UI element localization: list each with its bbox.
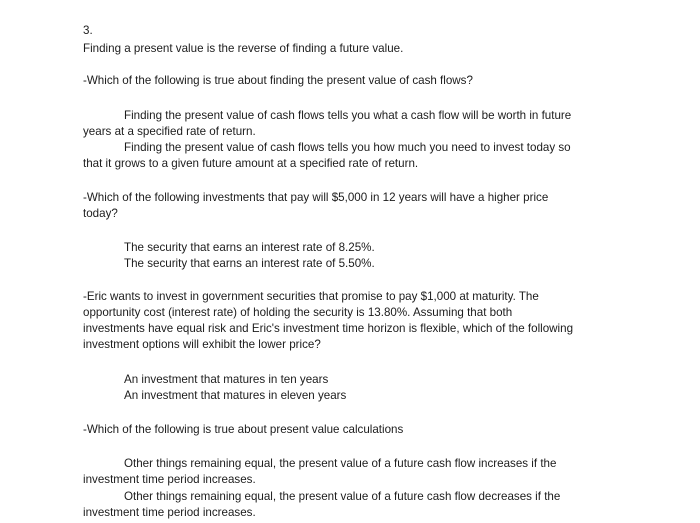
q2-option-1[interactable]: The security that earns an interest rate of 8.25%. [124,241,375,254]
q4-option-1-line2: investment time period increases. [83,473,256,486]
q2-option-2[interactable]: The security that earns an interest rate of 5.50%. [124,257,375,270]
q1-option-1-line2: years at a specified rate of return. [83,125,256,138]
q4-option-2-line2: investment time period increases. [83,506,256,519]
q3-prompt-line4: investment options will exhibit the lower price? [83,338,321,351]
q3-prompt-line3: investments have equal risk and Eric's investment time horizon is flexible, which of the following [83,322,574,335]
q1-option-2-line1: Finding the present value of cash flows tells you how much you need to invest today so [124,141,571,154]
q1-option-1-line1: Finding the present value of cash flows tells you what a cash flow will be worth in future [124,109,572,122]
q3-prompt-line2: opportunity cost (interest rate) of holding the security is 13.80%. Assuming that both [83,306,513,319]
q3-option-2[interactable]: An investment that matures in eleven years [124,389,347,402]
intro-text: Finding a present value is the reverse of finding a future value. [83,42,404,55]
q3-prompt-line1: -Eric wants to invest in government securities that promise to pay $1,000 at maturity. The [83,290,539,303]
q1-option-2-line2: that it grows to a given future amount at a specified rate of return. [83,157,419,170]
q2-prompt-line1: -Which of the following investments that pay will $5,000 in 12 years will have a higher price [83,191,549,204]
q4-prompt: -Which of the following is true about present value calculations [83,423,404,436]
q1-prompt: -Which of the following is true about finding the present value of cash flows? [83,74,473,87]
q4-option-2-line1: Other things remaining equal, the present value of a future cash flow decreases if the [124,490,561,503]
q3-option-1[interactable]: An investment that matures in ten years [124,373,329,386]
q2-prompt-line2: today? [83,207,118,220]
question-number: 3. [83,24,93,37]
q4-option-1-line1: Other things remaining equal, the present value of a future cash flow increases if the [124,457,557,470]
